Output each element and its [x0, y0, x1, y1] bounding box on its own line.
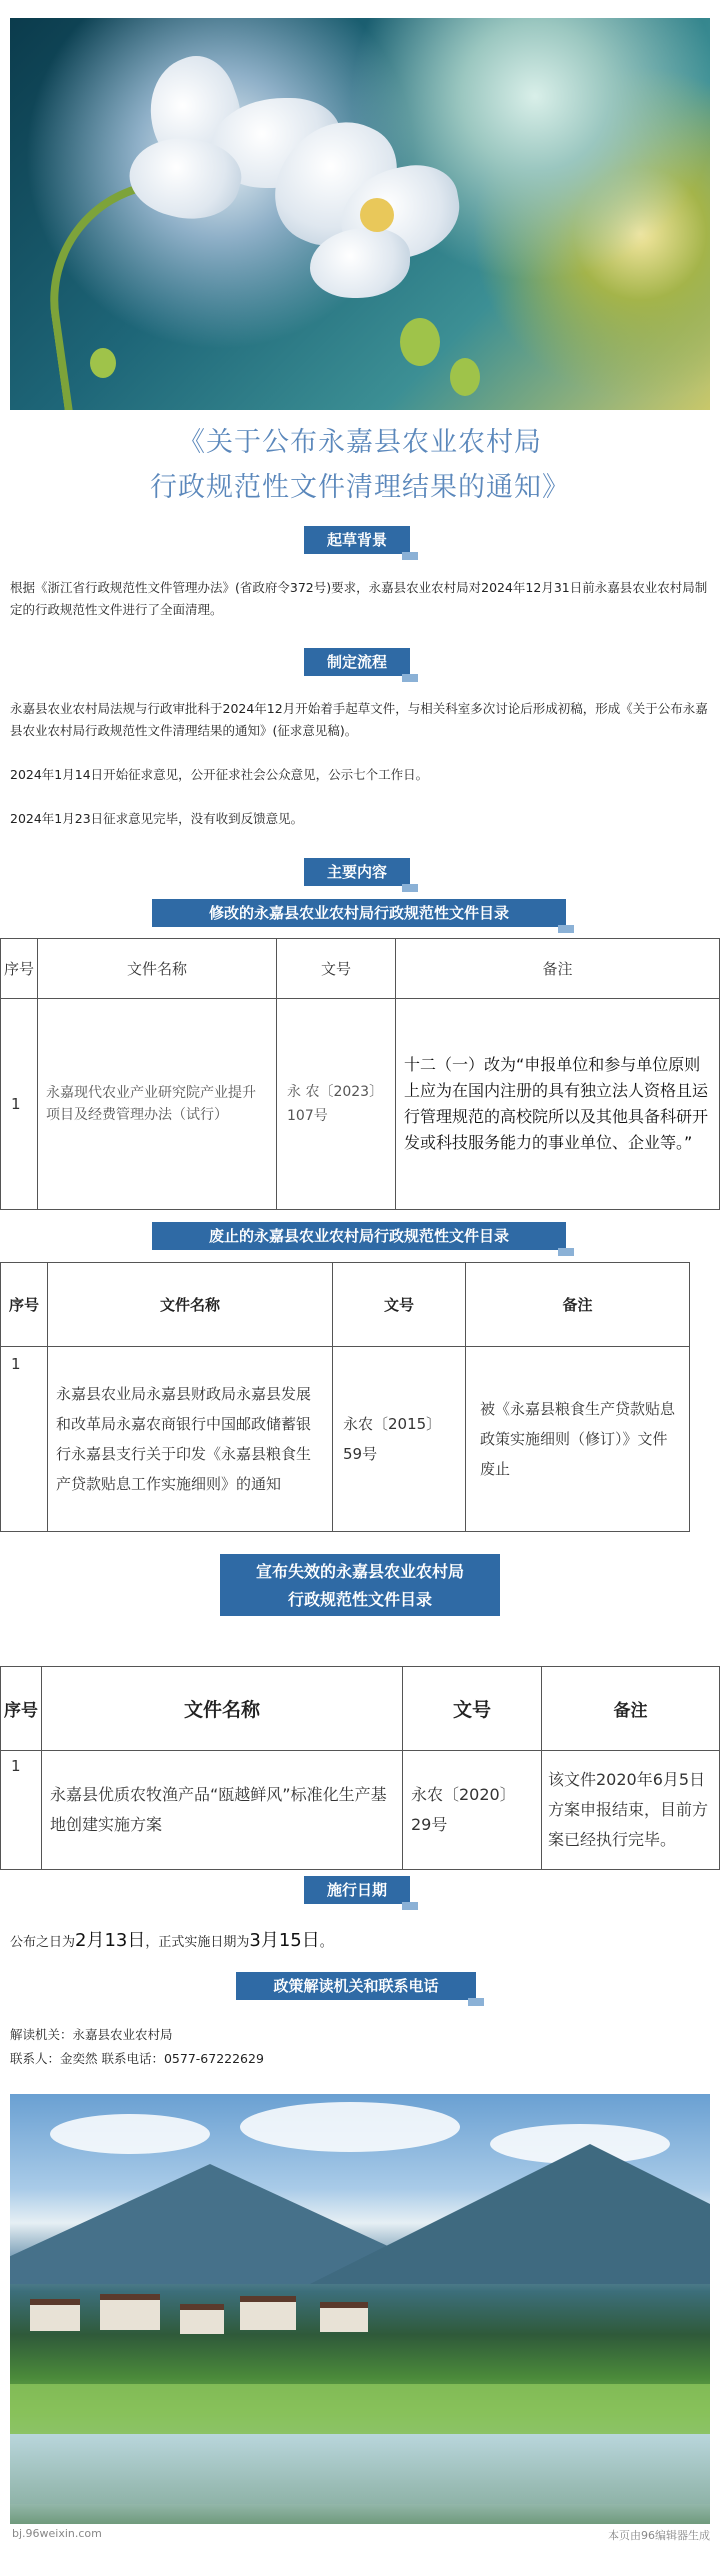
- village-landscape-image: [10, 2094, 710, 2524]
- contact-agency: 解读机关：永嘉县农业农村局: [10, 2027, 173, 2042]
- table3-header-note: 备注: [542, 1667, 720, 1751]
- table3-caption: [220, 1554, 500, 1616]
- section-tag-contact: 政策解读机关和联系电话: [236, 1972, 476, 2000]
- table1-cell-name: 永嘉现代农业产业研究院产业提升项目及经费管理办法（试行）: [38, 999, 277, 1210]
- section-tag-background: 起草背景: [304, 526, 410, 554]
- table-modified-files: [0, 938, 720, 1210]
- table-invalidated-files: [0, 1666, 720, 1870]
- table3-header-num: 文号: [403, 1667, 542, 1751]
- table2-header-no: 序号: [1, 1263, 48, 1347]
- table1-caption: 修改的永嘉县农业农村局行政规范性文件目录: [152, 899, 566, 927]
- process-text-2: 2024年1月14日开始征求意见，公开征求社会公众意见，公示七个工作日。: [10, 767, 429, 782]
- table-row: [1, 1347, 690, 1532]
- table3-cell-note: 该文件2020年6月5日方案申报结束，目前方案已经执行完毕。: [542, 1751, 720, 1870]
- table3-header-name: 文件名称: [42, 1667, 403, 1751]
- table2-header-note: 备注: [466, 1263, 690, 1347]
- table1-cell-num: 永 农〔2023〕107号: [277, 999, 396, 1210]
- table2-cell-note: 被《永嘉县粮食生产贷款贴息政策实施细则（修订）》文件废止: [466, 1347, 690, 1532]
- footer-credit: 本页由96编辑器生成: [608, 2529, 710, 2542]
- table-row: [1, 999, 720, 1210]
- table2-cell-name: 永嘉县农业局永嘉县财政局永嘉县发展和改革局永嘉农商银行中国邮政储蓄银行永嘉县支行关于印发《永嘉县粮食生产贷款贴息工作实施细则》的通知: [48, 1347, 333, 1532]
- process-text-3: 2024年1月23日征求意见完毕，没有收到反馈意见。: [10, 811, 304, 826]
- table3-cell-num: 永农〔2020〕29号: [403, 1751, 542, 1870]
- table2-cell-num: 永农〔2015〕59号: [333, 1347, 466, 1532]
- table2-header-name: 文件名称: [48, 1263, 333, 1347]
- table2-cell-no: 1: [1, 1347, 48, 1532]
- section-tag-main: 主要内容: [304, 858, 410, 886]
- table3-cell-name: 永嘉县优质农牧渔产品“瓯越鲜风”标准化生产基地创建实施方案: [42, 1751, 403, 1870]
- page-title-line2: 行政规范性文件清理结果的通知》: [150, 472, 570, 503]
- dates-text: [10, 1928, 710, 1956]
- table1-header-no: 序号: [1, 939, 38, 999]
- table1-cell-no: 1: [1, 999, 38, 1210]
- page-title-line1: 《关于公布永嘉县农业农村局: [178, 427, 542, 458]
- table-row: [1, 1751, 720, 1870]
- section-tag-process: 制定流程: [304, 648, 410, 676]
- table1-header-name: 文件名称: [38, 939, 277, 999]
- table1-header-note: 备注: [396, 939, 720, 999]
- publish-date: 2月13日: [75, 1930, 146, 1951]
- section-tag-dates: 施行日期: [304, 1876, 410, 1904]
- table2-header-num: 文号: [333, 1263, 466, 1347]
- effective-date: 3月15日: [249, 1930, 320, 1951]
- hero-orchid-image: [10, 18, 710, 410]
- footer-site[interactable]: bj.96weixin.com: [12, 2527, 102, 2540]
- table3-caption-line2: 行政规范性文件目录: [287, 1590, 432, 1609]
- table2-caption: 废止的永嘉县农业农村局行政规范性文件目录: [152, 1222, 566, 1250]
- background-text: 根据《浙江省行政规范性文件管理办法》(省政府令372号)要求，永嘉县农业农村局对2024年12月31日前永嘉县农业农村局制定的行政规范性文件进行了全面清理。: [10, 580, 708, 617]
- table3-caption-line1: 宣布失效的永嘉县农业农村局: [255, 1562, 464, 1581]
- process-text-1: 永嘉县农业农村局法规与行政审批科于2024年12月开始着手起草文件，与相关科室多次讨论后形成初稿，形成《关于公布永嘉县农业农村局行政规范性文件清理结果的通知》(征求意见稿)。: [10, 701, 708, 738]
- dates-end: 。: [319, 1935, 333, 1950]
- table-repealed-files: [0, 1262, 690, 1532]
- table1-header-num: 文号: [277, 939, 396, 999]
- dates-pre1: 公布之日为: [10, 1935, 76, 1950]
- table3-cell-no: 1: [1, 1751, 42, 1870]
- table3-header-no: 序号: [1, 1667, 42, 1751]
- table1-cell-note: 十二（一）改为“申报单位和参与单位原则上应为在国内注册的具有独立法人资格且运行管理规范的高校院所以及其他具备科研开发或科技服务能力的事业单位、企业等。”: [396, 999, 720, 1210]
- dates-pre2: ，正式实施日期为: [145, 1935, 250, 1950]
- contact-person: 联系人：金奕然 联系电话：0577-67222629: [10, 2051, 264, 2066]
